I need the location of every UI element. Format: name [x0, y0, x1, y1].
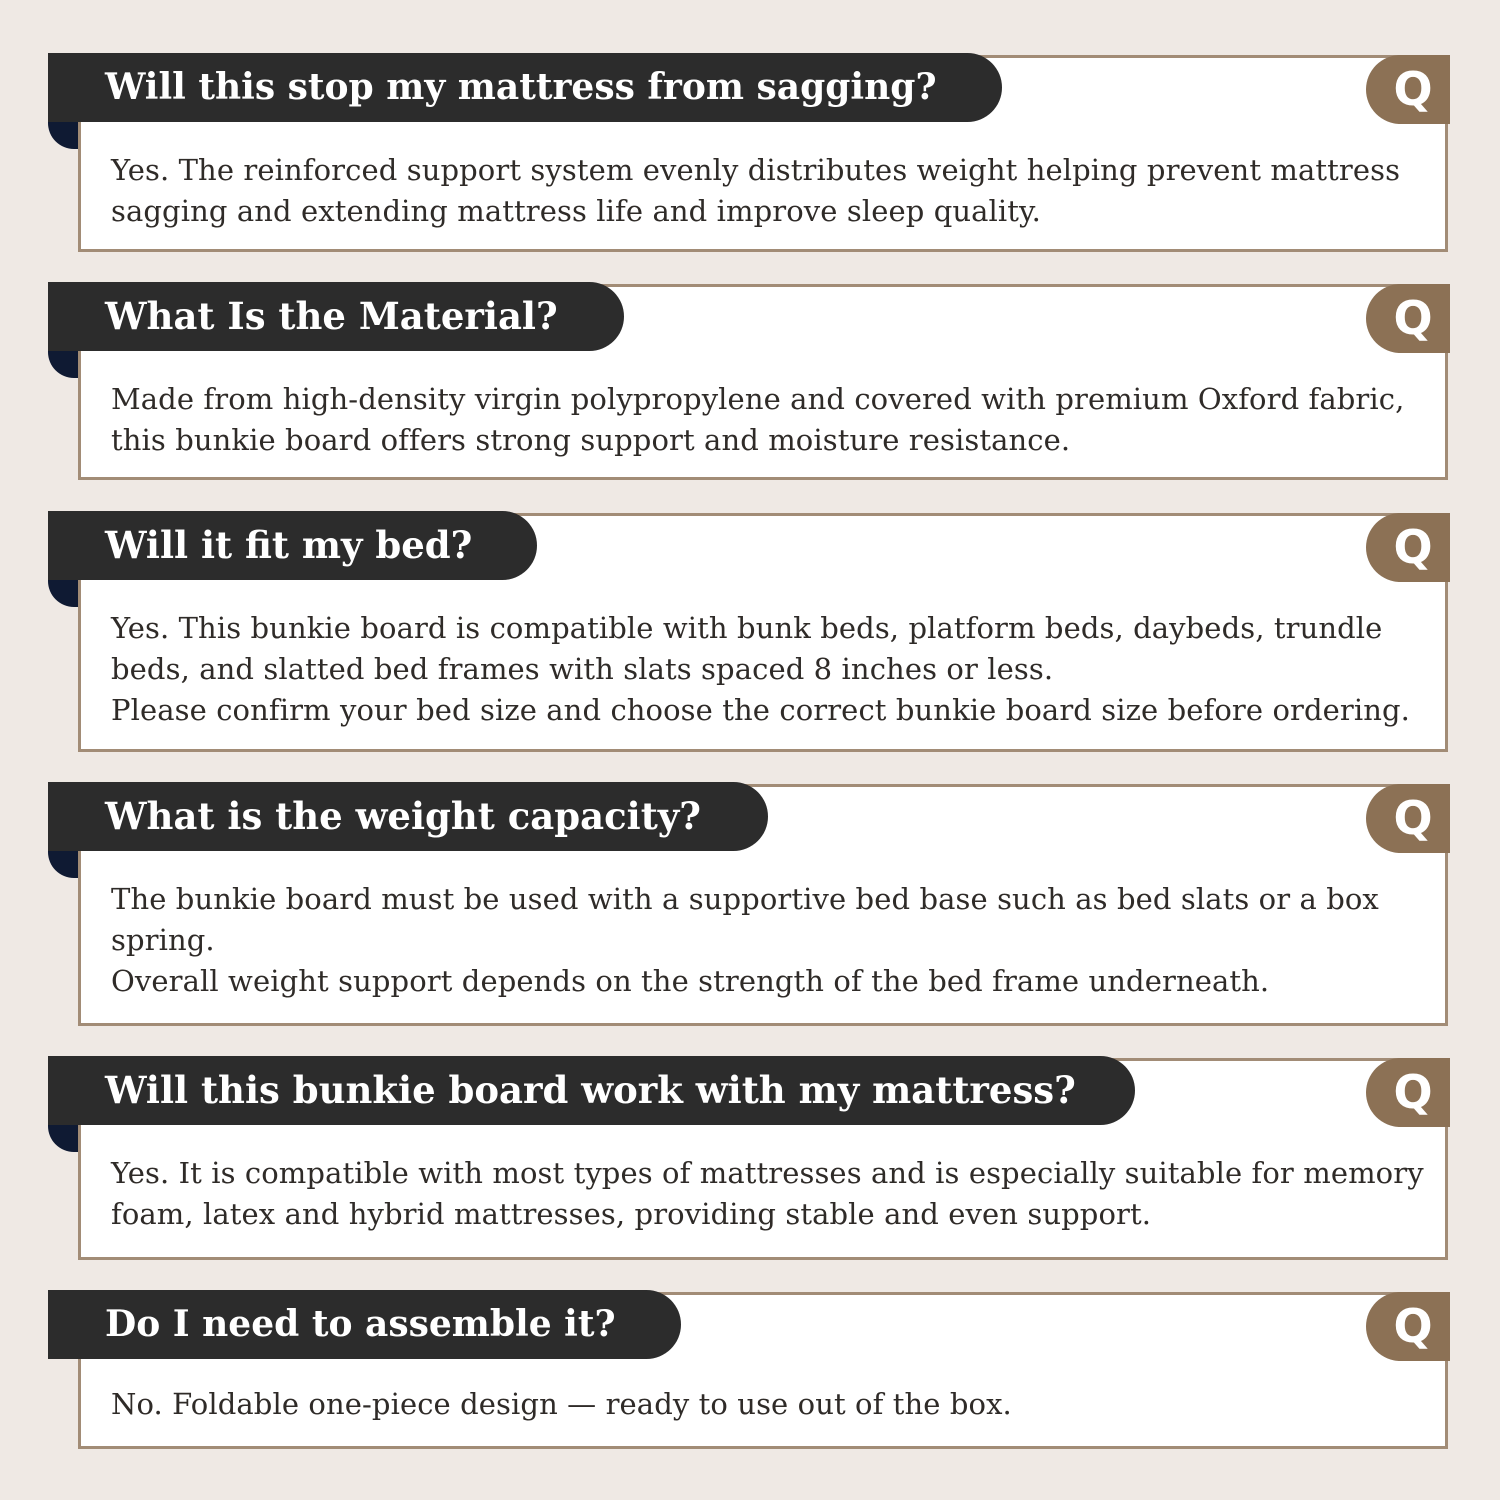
question-text: What is the weight capacity?: [105, 794, 701, 838]
question-text: What Is the Material?: [105, 294, 558, 338]
answer-text: No. Foldable one-piece design — ready to use out of the box.: [111, 1387, 1012, 1421]
faq-card-weight-capacity: [48, 782, 1450, 1026]
answer-text: The bunkie board must be used with a supportive bed base such as bed slats or a box spring. Overall weight support depends on the strength of the bed frame underneath.: [111, 882, 1379, 998]
answer-text: Yes. This bunkie board is compatible with bunk beds, platform beds, daybeds, trundle beds, and slatted bed frames with slats spaced 8 inches or less. Please confirm your bed size and choose the correct bunkie board size before ordering.: [111, 611, 1410, 727]
question-pill: [48, 53, 1002, 122]
question-text: Do I need to assemble it?: [105, 1303, 616, 1345]
question-pill: [48, 782, 768, 851]
q-badge: Q: [1366, 1292, 1450, 1361]
question-pill: [48, 1056, 1135, 1125]
answer-text: Yes. The reinforced support system evenly distributes weight helping prevent mattress sagging and extending mattress life and improve sleep quality.: [111, 153, 1401, 228]
answer-text: Yes. It is compatible with most types of mattresses and is especially suitable for memory foam, latex and hybrid mattresses, providing stable and even support.: [111, 1156, 1424, 1231]
q-badge: Q: [1366, 55, 1450, 124]
question-text: Will this stop my mattress from sagging?: [105, 66, 937, 108]
faq-card-mattress-compat: [48, 1056, 1450, 1260]
q-badge: Q: [1366, 784, 1450, 853]
accent-notch: [48, 348, 78, 378]
faq-card-material: [48, 282, 1450, 480]
faq-card-assembly: [48, 1290, 1450, 1449]
question-text: Will it fit my bed?: [105, 523, 473, 567]
q-badge: Q: [1366, 513, 1450, 582]
question-pill: [48, 282, 624, 351]
faq-card-sagging: [48, 53, 1450, 252]
q-badge: Q: [1366, 284, 1450, 353]
accent-notch: [48, 848, 78, 878]
faq-card-fit: [48, 511, 1450, 752]
accent-notch: [48, 577, 78, 607]
answer-text: Made from high-density virgin polypropylene and covered with premium Oxford fabric, this bunkie board offers strong support and moisture resistance.: [111, 382, 1405, 457]
question-text: Will this bunkie board work with my mattress?: [105, 1068, 1076, 1112]
question-pill: [48, 1290, 681, 1359]
accent-notch: [48, 1122, 78, 1152]
q-badge: Q: [1366, 1058, 1450, 1127]
accent-notch: [48, 119, 78, 149]
question-pill: [48, 511, 537, 580]
